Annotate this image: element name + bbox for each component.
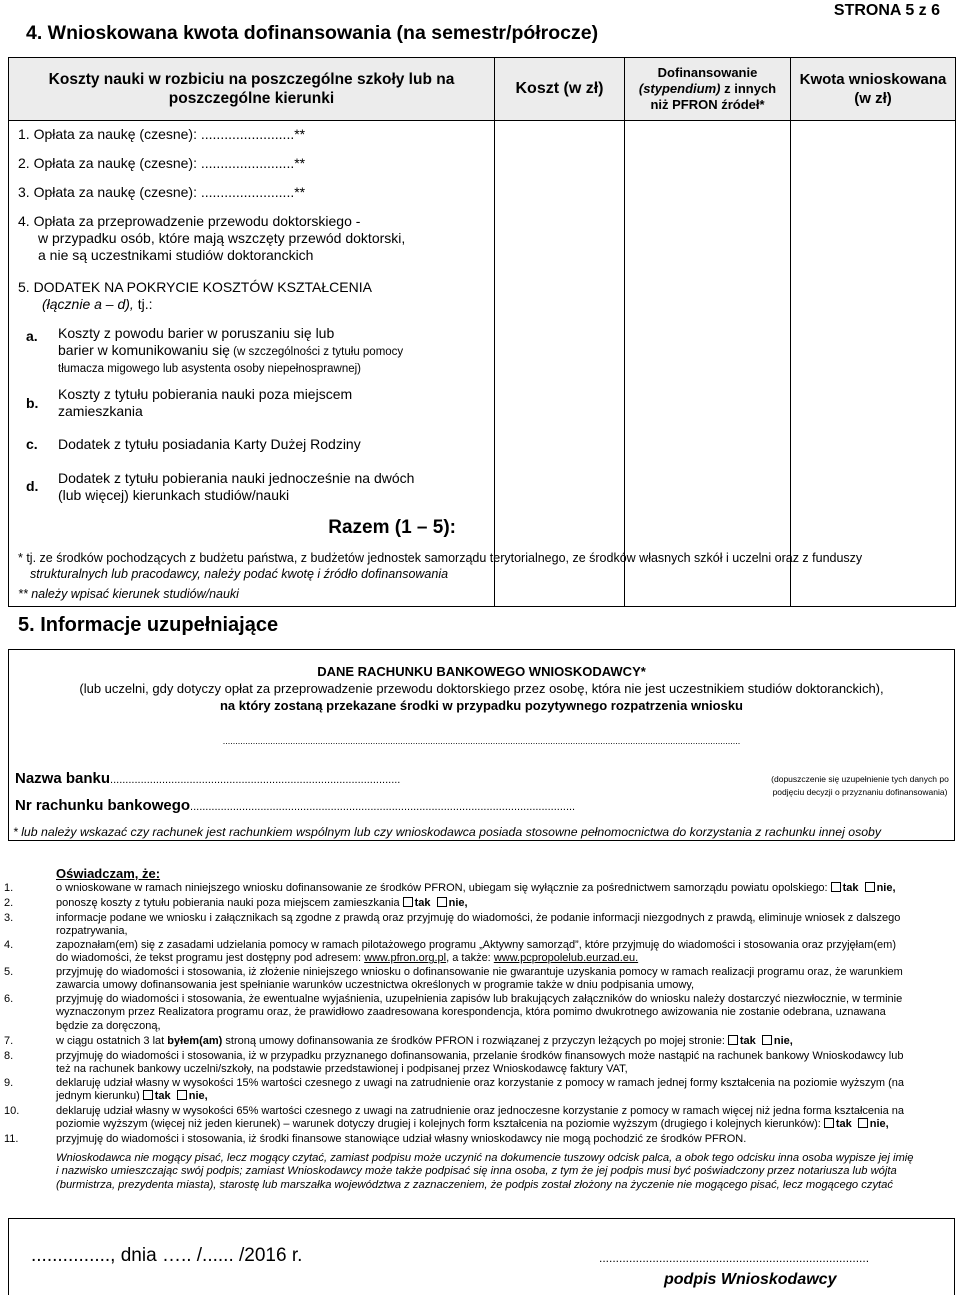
checkbox-icon[interactable] xyxy=(177,1090,187,1100)
bank-title: DANE RACHUNKU BANKOWEGO WNIOSKODAWCY* xyxy=(317,664,646,679)
item-a-letter: a. xyxy=(26,328,38,344)
item-c-letter: c. xyxy=(26,436,38,452)
account-number-field[interactable]: Nr rachunku bankowego.............................................................................................................................. xyxy=(15,797,576,814)
item-d-letter: d. xyxy=(26,478,39,494)
row-doctoral-fee: 4. Opłata za przeprowadzenie przewodu doktorskiego - w przypadku osób, które mają wszczęty przewód doktorski, a nie są uczestnikami studiów doktoranckich xyxy=(18,213,406,263)
item-d-text: Dodatek z tytułu pobierania nauki jednocześnie na dwóch (lub więcej) kierunkach studiów/nauki xyxy=(58,470,415,503)
footnote-funding-sources: * tj. ze środków pochodzących z budżetu państwa, z budżetów jednostek samorządu terytorialnego, ze środków własnych szkół i uczelni oraz z funduszy strukturalnych lub pracodawcy, należy podać kwotę i źródło dofinansowania xyxy=(18,551,863,581)
checkbox-icon[interactable] xyxy=(831,882,841,892)
page-number: STRONA 5 z 6 xyxy=(833,2,940,19)
item-b-letter: b. xyxy=(26,395,39,411)
bank-footnote: * lub należy wskazać czy rachunek jest rachunkiem wspólnym lub czy wnioskodawca posiada stosowne pełnomocnictwa do korzystania z rachunku innej osoby xyxy=(13,825,882,839)
requested-amount-column[interactable] xyxy=(791,121,956,607)
header-cost-breakdown: Koszty nauki w rozbiciu na poszczególne szkoły lub na poszczególne kierunki xyxy=(9,58,495,121)
row-education-allowance: 5. DODATEK NA POKRYCIE KOSZTÓW KSZTAŁCENIA (łącznie a – d), tj.: xyxy=(18,279,372,312)
header-cost: Koszt (w zł) xyxy=(495,58,625,121)
total-label: Razem (1 – 5): xyxy=(328,517,456,538)
section-5-title: 5. Informacje uzupełniające xyxy=(18,614,279,636)
row-tuition-2: 2. Opłata za naukę (czesne): ........................** xyxy=(18,155,306,171)
signature-note: Wnioskodawca nie mogący pisać, lecz mogący czytać, zamiast podpisu może uczynić na dokumencie tuszowy odcisk palca, a obok tego odcisku inna osoba wypisze jej imię i nazwisko umieszczając swój podpis; zamiast Wnioskodawcy może także podpisać się inna osoba, z tym że jej podpis musi być poświadczony przez notariusza lub wójta (burmistrza, prezydenta miasta), starostę lub marszałka województwa z zaznaczeniem, że podpis został złożony na życzenie nie mogącego pisać, lecz mogącego czytać xyxy=(56,1152,914,1191)
row-tuition-1: 1. Opłata za naukę (czesne): ........................** xyxy=(18,126,306,142)
item-a-text: Koszty z powodu barier w poruszaniu się lub barier w komunikowaniu się (w szczególności z tytułu pomocy tłumacza migowego lub asystenta osoby niepełnosprawnej) xyxy=(58,325,404,375)
bank-name-field[interactable]: Nazwa banku............................................................................................... xyxy=(15,770,401,787)
checkbox-icon[interactable] xyxy=(437,897,447,907)
header-other-funding: Dofinansowanie (stypendium) z innych niż PFRON źródeł* xyxy=(625,58,791,121)
row-tuition-3: 3. Opłata za naukę (czesne): ........................** xyxy=(18,184,306,200)
signature-field[interactable]: ................................................................................. xyxy=(599,1251,870,1265)
item-b-text: Koszty z tytułu pobierania nauki poza miejscem zamieszkania xyxy=(58,386,353,419)
checkbox-icon[interactable] xyxy=(403,897,413,907)
footnote-field-of-study: ** należy wpisać kierunek studiów/nauki xyxy=(18,587,239,601)
signature-label: podpis Wnioskodawcy xyxy=(664,1271,837,1288)
checkbox-icon[interactable] xyxy=(762,1035,772,1045)
item-c-text: Dodatek z tytułu posiadania Karty Dużej Rodziny xyxy=(58,436,361,452)
bank-description: (lub uczelni, gdy dotyczy opłat za przeprowadzenie przewodu doktorskiego przez osobę, która nie jest uczestnikiem studiów doktoranckich), xyxy=(79,681,884,696)
bank-dots-line[interactable]: ............................................................................................................................................................................................................... xyxy=(222,736,741,746)
cost-column[interactable] xyxy=(495,121,625,607)
pcpr-link[interactable]: www.pcpropolelub.eurzad.eu. xyxy=(493,952,639,965)
checkbox-icon[interactable] xyxy=(858,1118,868,1128)
signature-box xyxy=(8,1218,955,1295)
bank-note: (dopuszczenie się uzupełnienie tych danych po podjęciu decyzji o przyznaniu dofinansowania) xyxy=(771,774,949,797)
cost-items-cell xyxy=(9,121,495,607)
section-4-title: 4. Wnioskowana kwota dofinansowania (na semestr/półrocze) xyxy=(26,22,599,44)
bank-account-box xyxy=(8,649,955,841)
costs-table xyxy=(8,57,956,607)
bank-description-2: na który zostaną przekazane środki w przypadku pozytywnego rozpatrzenia wniosku xyxy=(219,698,743,713)
declaration-heading: Oświadczam, że: xyxy=(56,866,161,881)
checkbox-icon[interactable] xyxy=(865,882,875,892)
date-field[interactable]: ..............., dnia ….. /...... /2016 r. xyxy=(31,1245,303,1266)
header-requested-amount: Kwota wnioskowana (w zł) xyxy=(791,58,956,121)
other-funding-column[interactable] xyxy=(625,121,791,607)
checkbox-icon[interactable] xyxy=(824,1118,834,1128)
checkbox-icon[interactable] xyxy=(143,1090,153,1100)
checkbox-icon[interactable] xyxy=(728,1035,738,1045)
pfron-link[interactable]: www.pfron.org.pl xyxy=(364,952,447,965)
